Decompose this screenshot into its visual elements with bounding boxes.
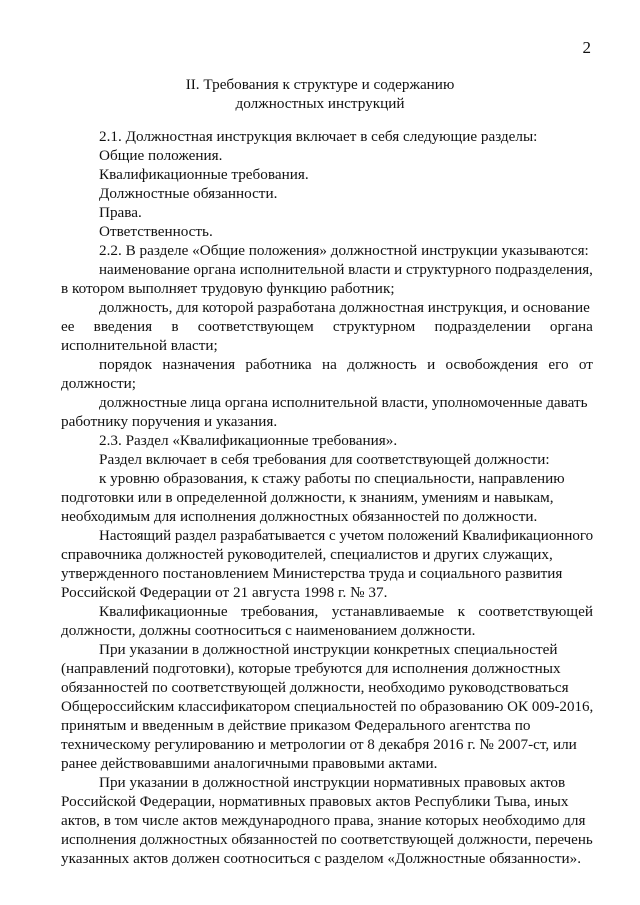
text-line: Российской Федерации от 21 августа 1998 г. № 37. — [61, 584, 388, 601]
justified-line: ее введения в соответствующем структурном подразделении органа — [61, 318, 593, 335]
text-line: Ответственность. — [99, 223, 213, 240]
text-line: подготовки или в определенной должности, к знаниям, умениям и навыкам, — [61, 489, 554, 506]
text-line: При указании в должностной инструкции нормативных правовых актов — [99, 774, 566, 791]
text-line: необходимым для исполнения должностных обязанностей по должности. — [61, 508, 538, 525]
text-line: Раздел включает в себя требования для соответствующей должности: — [99, 451, 550, 468]
text-line: Общероссийским классификатором специальностей по образованию ОК 009-2016, — [61, 698, 594, 715]
text-line: Должностные обязанности. — [99, 185, 278, 202]
text-line: актов, в том числе актов международного права, знание которых необходимо для — [61, 812, 586, 829]
text-line: При указании в должностной инструкции конкретных специальностей — [99, 641, 558, 658]
section-heading-line-2: должностных инструкций — [235, 95, 405, 112]
page-number: 2 — [582, 38, 591, 57]
text-line: наименование органа исполнительной власти и структурного подразделения, — [99, 261, 593, 278]
text-line: Квалификационные требования. — [99, 166, 309, 183]
text-line: работнику поручения и указания. — [61, 413, 278, 430]
justified-line: Квалификационные требования, устанавливаемые к соответствующей — [99, 603, 593, 620]
text-line: утвержденного постановлением Министерства труда и социального развития — [61, 565, 563, 582]
text-line: исполнения должностных обязанностей по соответствующей должности, перечень — [61, 831, 593, 848]
text-line: должностные лица органа исполнительной власти, уполномоченные давать — [99, 394, 588, 411]
text-line: Права. — [99, 204, 142, 221]
section-heading-line-1: II. Требования к структуре и содержанию — [185, 76, 455, 93]
text-line: ранее действовавшими аналогичными правовыми актами. — [61, 755, 438, 772]
text-line: справочника должностей руководителей, специалистов и других служащих, — [61, 546, 553, 563]
text-line: Общие положения. — [99, 147, 223, 164]
text-line: 2.2. В разделе «Общие положения» должностной инструкции указываются: — [99, 242, 589, 259]
text-line: принятым и введенным в действие приказом Федерального агентства по — [61, 717, 531, 734]
text-line: должность, для которой разработана должностная инструкция, и основание — [99, 299, 590, 316]
text-line: должности; — [61, 375, 137, 392]
text-line: (направлений подготовки), которые требуются для исполнения должностных — [61, 660, 561, 677]
text-line: должности, должны соотноситься с наименованием должности. — [61, 622, 476, 639]
text-line: указанных актов должен соотноситься с разделом «Должностные обязанности». — [61, 850, 581, 867]
text-line: к уровню образования, к стажу работы по специальности, направлению — [99, 470, 565, 487]
text-line: Настоящий раздел разрабатывается с учетом положений Квалификационного — [99, 527, 594, 544]
text-line: техническому регулированию и метрологии от 8 декабря 2016 г. № 2007-ст, или — [61, 736, 577, 753]
justified-line: порядок назначения работника на должность и освобождения его от — [99, 356, 593, 373]
text-line: в котором выполняет трудовую функцию работник; — [61, 280, 395, 297]
text-line: исполнительной власти; — [61, 337, 218, 354]
text-line: 2.1. Должностная инструкция включает в себя следующие разделы: — [99, 128, 538, 145]
text-line: 2.3. Раздел «Квалификационные требования». — [99, 432, 398, 449]
text-line: Российской Федерации, нормативных правовых актов Республики Тыва, иных — [61, 793, 569, 810]
text-line: обязанностей по соответствующей должности, необходимо руководствоваться — [61, 679, 569, 696]
